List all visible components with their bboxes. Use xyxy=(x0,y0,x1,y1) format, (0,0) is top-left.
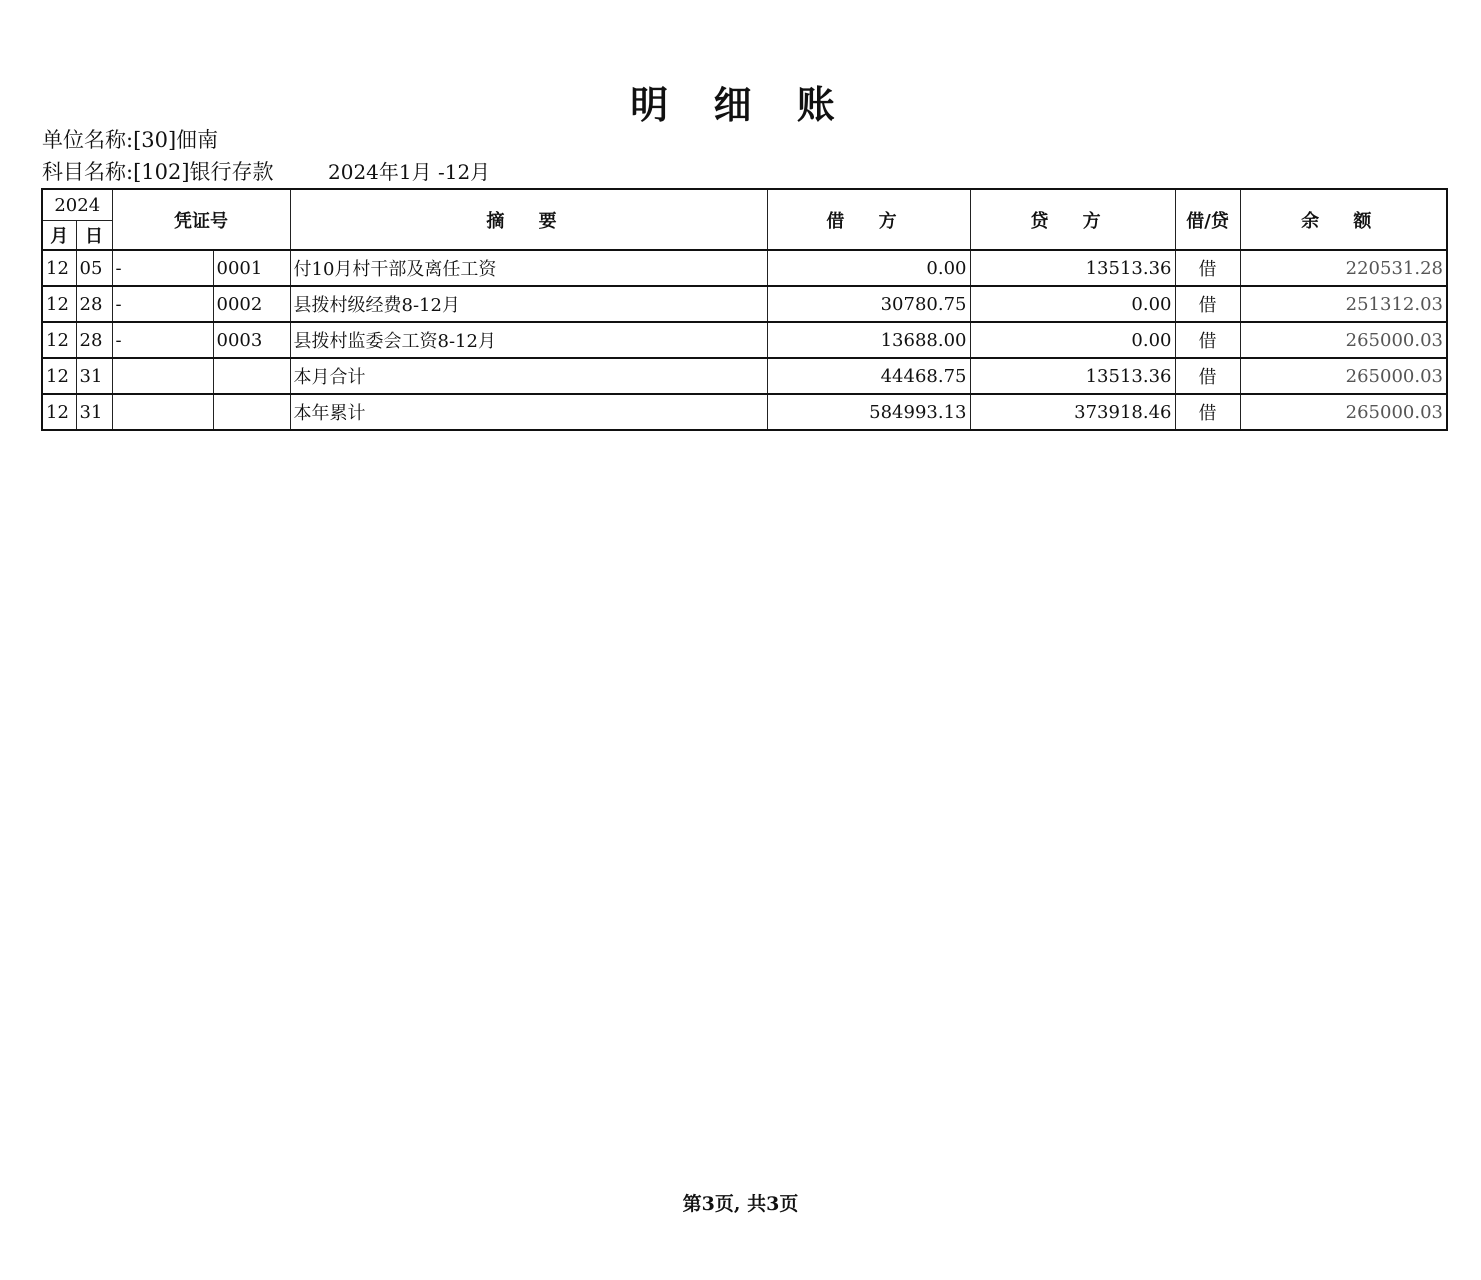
balance-cell: 265000.03 xyxy=(1240,322,1447,358)
balance-cell: 265000.03 xyxy=(1240,394,1447,430)
day-header: 日 xyxy=(76,221,112,251)
credit-cell: 0.00 xyxy=(970,286,1175,322)
credit-cell: 373918.46 xyxy=(970,394,1175,430)
month-cell: 12 xyxy=(42,394,76,430)
direction-cell: 借 xyxy=(1175,286,1240,322)
summary-cell: 县拨村监委会工资8-12月 xyxy=(290,322,767,358)
credit-header: 贷 方 xyxy=(970,189,1175,250)
ledger-table xyxy=(41,188,1448,431)
voucher-type-cell xyxy=(112,358,213,394)
unit-name: 单位名称:[30]佃南 xyxy=(42,128,219,152)
voucher-number-cell xyxy=(213,358,290,394)
debit-cell: 44468.75 xyxy=(767,358,970,394)
summary-cell: 付10月村干部及离任工资 xyxy=(290,250,767,286)
voucher-type-cell: - xyxy=(112,286,213,322)
debit-header: 借 方 xyxy=(767,189,970,250)
table-row xyxy=(42,322,1447,358)
balance-cell: 220531.28 xyxy=(1240,250,1447,286)
voucher-header: 凭证号 xyxy=(112,189,290,250)
debit-cell: 30780.75 xyxy=(767,286,970,322)
voucher-type-cell: - xyxy=(112,250,213,286)
voucher-number-cell: 0001 xyxy=(213,250,290,286)
direction-cell: 借 xyxy=(1175,322,1240,358)
month-cell: 12 xyxy=(42,358,76,394)
year-header: 2024 xyxy=(42,189,112,221)
debit-cell: 584993.13 xyxy=(767,394,970,430)
day-cell: 05 xyxy=(76,250,112,286)
period-range: 2024年1月 -12月 xyxy=(328,160,491,184)
voucher-type-cell xyxy=(112,394,213,430)
page-footer: 第3页, 共3页 xyxy=(682,1193,799,1215)
page-title: 明 细 账 xyxy=(630,82,851,127)
voucher-number-cell xyxy=(213,394,290,430)
day-cell: 28 xyxy=(76,322,112,358)
debit-cell: 0.00 xyxy=(767,250,970,286)
month-cell: 12 xyxy=(42,250,76,286)
credit-cell: 13513.36 xyxy=(970,250,1175,286)
direction-header: 借/贷 xyxy=(1175,189,1240,250)
summary-cell: 本年累计 xyxy=(290,394,767,430)
balance-header: 余 额 xyxy=(1240,189,1447,250)
debit-cell: 13688.00 xyxy=(767,322,970,358)
balance-cell: 265000.03 xyxy=(1240,358,1447,394)
voucher-number-cell: 0002 xyxy=(213,286,290,322)
day-cell: 28 xyxy=(76,286,112,322)
credit-cell: 13513.36 xyxy=(970,358,1175,394)
voucher-number-cell: 0003 xyxy=(213,322,290,358)
table-row xyxy=(42,286,1447,322)
direction-cell: 借 xyxy=(1175,358,1240,394)
day-cell: 31 xyxy=(76,394,112,430)
ledger-header xyxy=(42,189,1447,250)
direction-cell: 借 xyxy=(1175,394,1240,430)
table-row xyxy=(42,250,1447,286)
voucher-type-cell: - xyxy=(112,322,213,358)
month-header: 月 xyxy=(42,221,76,251)
table-row xyxy=(42,394,1447,430)
direction-cell: 借 xyxy=(1175,250,1240,286)
month-cell: 12 xyxy=(42,322,76,358)
day-cell: 31 xyxy=(76,358,112,394)
subject-name: 科目名称:[102]银行存款 xyxy=(42,160,274,184)
summary-cell: 本月合计 xyxy=(290,358,767,394)
balance-cell: 251312.03 xyxy=(1240,286,1447,322)
credit-cell: 0.00 xyxy=(970,322,1175,358)
ledger-body xyxy=(42,250,1447,430)
summary-header: 摘 要 xyxy=(290,189,767,250)
table-row xyxy=(42,358,1447,394)
summary-cell: 县拨村级经费8-12月 xyxy=(290,286,767,322)
month-cell: 12 xyxy=(42,286,76,322)
